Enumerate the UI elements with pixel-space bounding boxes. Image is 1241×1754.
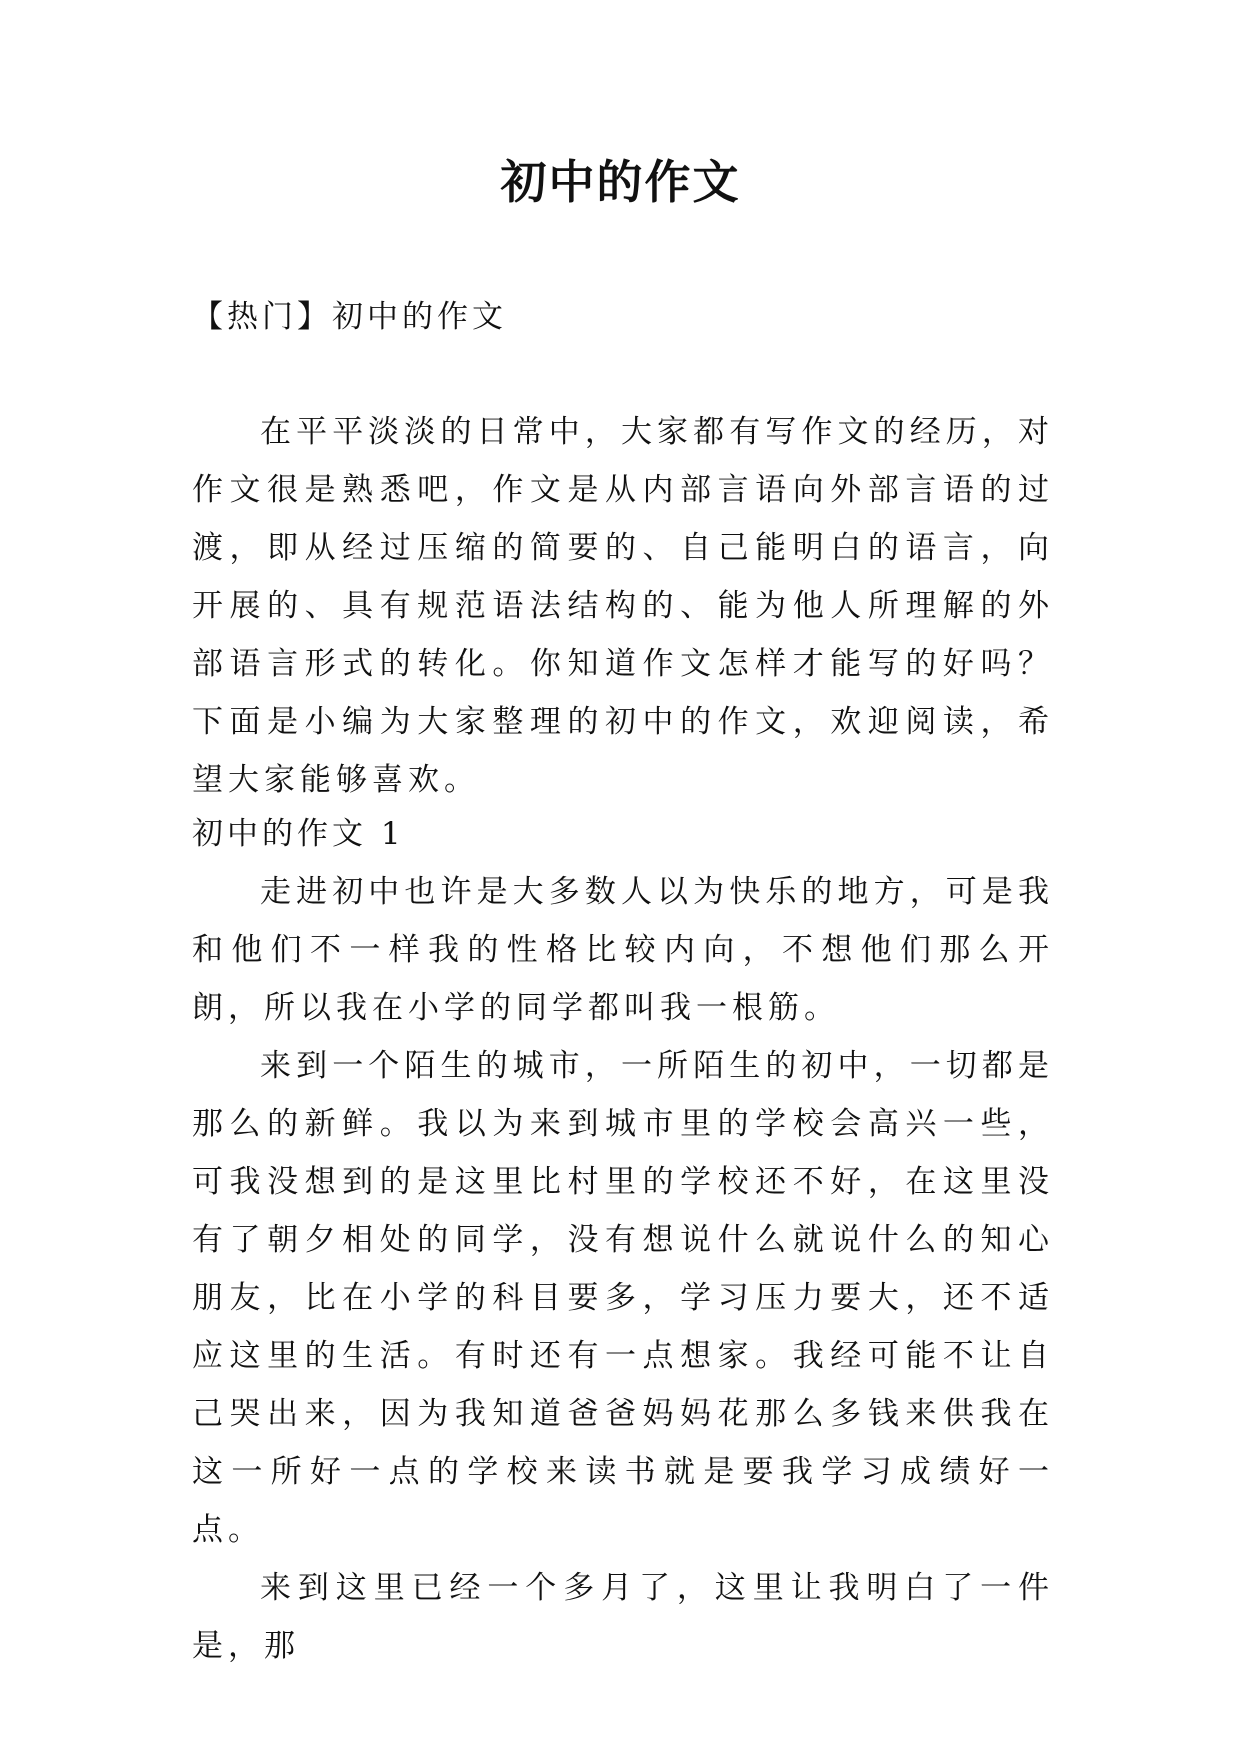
section-heading: 初中的作文 1: [192, 816, 405, 852]
intro-section: [192, 403, 1054, 809]
essay-paragraph-1: 走进初中也许是大多数人以为快乐的地方，可是我和他们不一样我的性格比较内向，不想他们那么开朗，所以我在小学的同学都叫我一根筋。: [192, 874, 1054, 1026]
document-title: 初中的作文: [500, 155, 741, 209]
essay-paragraph-2: 来到一个陌生的城市，一所陌生的初中，一切都是那么的新鲜。我以为来到城市里的学校会高兴一些，可我没想到的是这里比村里的学校还不好，在这里没有了朝夕相处的同学，没有想说什么就说什么的知心朋友，比在小学的科目要多，学习压力要大，还不适应这里的生活。有时还有一点想家。我经可能不让自己哭出来，因为我知道爸爸妈妈花那么多钱来供我在这一所好一点的学校来读书就是要我学习成绩好一点。: [192, 1048, 1054, 1548]
essay-body: [192, 863, 1054, 1675]
intro-paragraph: 在平平淡淡的日常中，大家都有写作文的经历，对作文很是熟悉吧，作文是从内部言语向外部言语的过渡，即从经过压缩的简要的、自己能明白的语言，向开展的、具有规范语法结构的、能为他人所理解的外部语言形式的转化。你知道作文怎样才能写的好吗？下面是小编为大家整理的初中的作文，欢迎阅读，希望大家能够喜欢。: [192, 414, 1054, 798]
document-subtitle: 【热门】初中的作文: [192, 299, 507, 335]
essay-paragraph-3: 来到这里已经一个多月了，这里让我明白了一件是，那: [192, 1570, 1054, 1664]
